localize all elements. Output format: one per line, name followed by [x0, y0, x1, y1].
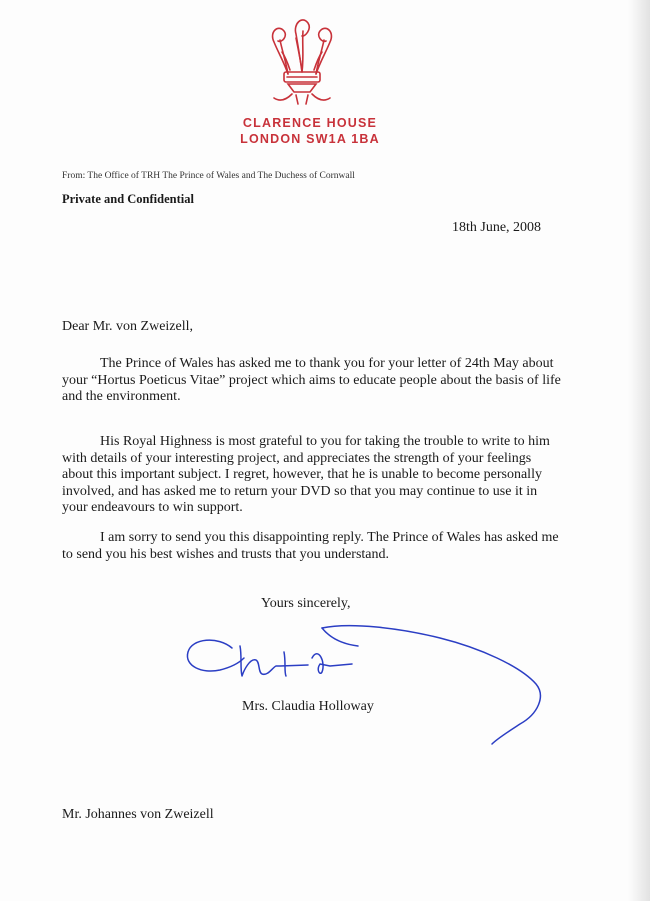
body-paragraph-3: I am sorry to send you this disappointing reply. The Prince of Wales has asked me to send you his best wishes and trusts that you understand. — [62, 530, 559, 562]
signatory-name: Mrs. Claudia Holloway — [242, 699, 374, 714]
handwritten-signature-icon — [180, 618, 560, 748]
body-paragraph-2: His Royal Highness is most grateful to you for taking the trouble to write to him with details of your interesting project, and appreciates the strength of your feelings about this important subject. I regret, however, that he is unable to become personally involved, and has asked me to return your DVD so that you may continue to use it in your endeavours to win support. — [62, 434, 550, 515]
prince-of-wales-feathers-icon — [262, 12, 342, 110]
from-line: From: The Office of TRH The Prince of Wales and The Duchess of Cornwall — [62, 171, 355, 181]
letterhead-address-line-2: LONDON SW1A 1BA — [240, 132, 380, 146]
recipient-name: Mr. Johannes von Zweizell — [62, 807, 214, 822]
salutation: Dear Mr. von Zweizell, — [62, 319, 194, 334]
letter-date: 18th June, 2008 — [452, 220, 542, 235]
body-paragraph-1: The Prince of Wales has asked me to thank you for your letter of 24th May about your “Hortus Poeticus Vitae” project which aims to educate people about the basis of life and the environment. — [62, 356, 561, 404]
page-edge-shadow — [628, 0, 650, 901]
closing: Yours sincerely, — [261, 596, 351, 611]
letterhead-address-line-1: CLARENCE HOUSE — [242, 116, 378, 130]
classification-label: Private and Confidential — [62, 192, 194, 206]
